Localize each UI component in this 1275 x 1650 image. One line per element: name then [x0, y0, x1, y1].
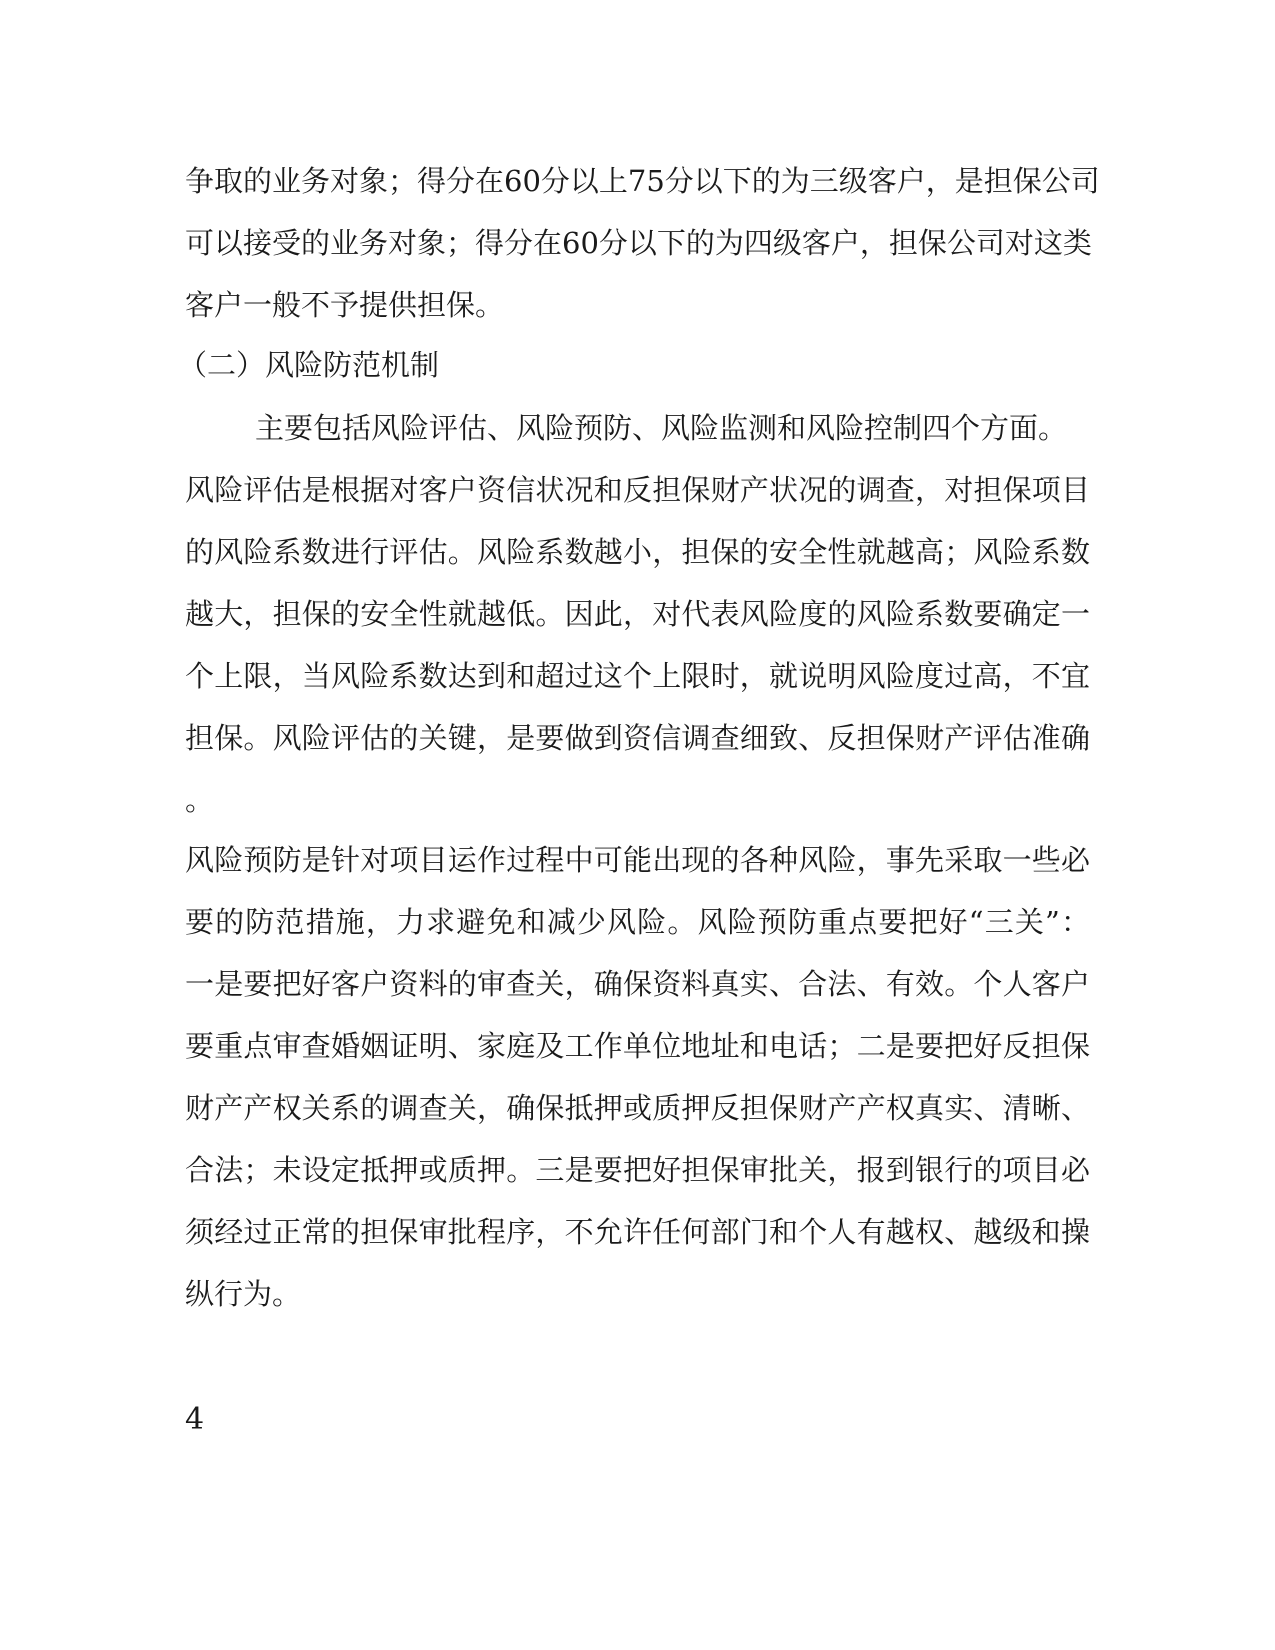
body-line: 的风险系数进行评估。风险系数越小，担保的安全性就越高；风险系数 — [185, 535, 1090, 569]
body-line: 担保。风险评估的关键，是要做到资信调查细致、反担保财产评估准确 — [185, 721, 1090, 755]
body-line: 财产产权关系的调查关，确保抵押或质押反担保财产产权真实、清晰、 — [185, 1091, 1090, 1125]
section-heading: （二）风险防范机制 — [178, 348, 440, 382]
body-line: 个上限，当风险系数达到和超过这个上限时，就说明风险度过高，不宜 — [185, 659, 1090, 693]
body-line: 要重点审查婚姻证明、家庭及工作单位地址和电话；二是要把好反担保 — [185, 1029, 1090, 1063]
body-line: 风险评估是根据对客户资信状况和反担保财产状况的调查，对担保项目 — [185, 473, 1090, 507]
body-line: 。 — [185, 783, 215, 817]
body-line: 风险预防是针对项目运作过程中可能出现的各种风险，事先采取一些必 — [185, 843, 1090, 877]
body-line: 一是要把好客户资料的审查关，确保资料真实、合法、有效。个人客户 — [185, 967, 1090, 1001]
body-line: 合法；未设定抵押或质押。三是要把好担保审批关，报到银行的项目必 — [185, 1153, 1090, 1187]
body-line: 客户一般不予提供担保。 — [185, 288, 505, 322]
body-line: 须经过正常的担保审批程序，不允许任何部门和个人有越权、越级和操 — [185, 1215, 1090, 1249]
body-line: 纵行为。 — [185, 1277, 302, 1311]
body-line: 争取的业务对象；得分在60分以上75分以下的为三级客户，是担保公司 — [185, 164, 1100, 198]
body-line: 要的防范措施，力求避免和减少风险。风险预防重点要把好“三关”： — [185, 905, 1090, 939]
body-line: 越大，担保的安全性就越低。因此，对代表风险度的风险系数要确定一 — [185, 597, 1090, 631]
body-line: 可以接受的业务对象；得分在60分以下的为四级客户，担保公司对这类 — [185, 226, 1092, 260]
page-number: 4 — [185, 1402, 205, 1437]
paragraph-first-line: 主要包括风险评估、风险预防、风险监测和风险控制四个方面。 — [255, 411, 1068, 445]
